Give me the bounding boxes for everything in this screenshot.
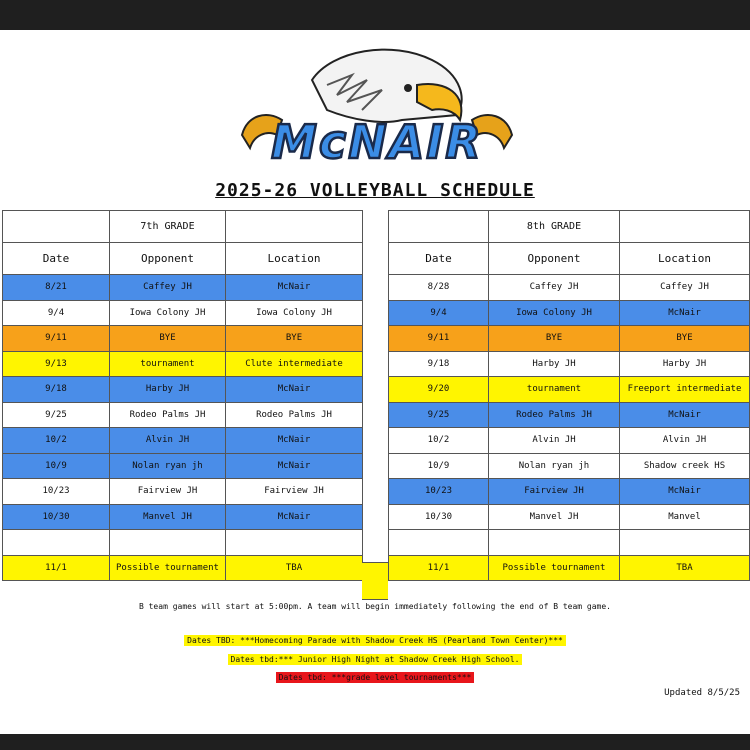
opponent-cell: Caffey JH <box>110 275 226 301</box>
location-header: Location <box>226 243 363 275</box>
grade-row <box>389 211 750 243</box>
table-row <box>389 300 750 326</box>
b-team-note: B team games will start at 5:00pm. A team will begin immediately following the end of B team game. <box>138 602 611 611</box>
date-cell: 9/11 <box>389 326 489 352</box>
date-cell: 9/13 <box>3 351 110 377</box>
table-row <box>389 453 750 479</box>
table-row <box>3 504 363 530</box>
date-cell: 8/28 <box>389 275 489 301</box>
tbd-note-2: Dates tbd:*** Junior High Night at Shadow Creek High School. <box>0 655 750 664</box>
location-cell: TBA <box>620 555 750 581</box>
location-cell: Rodeo Palms JH <box>226 402 363 428</box>
opponent-header: Opponent <box>110 243 226 275</box>
date-cell: 9/4 <box>389 300 489 326</box>
location-cell: McNair <box>226 377 363 403</box>
opponent-cell: Rodeo Palms JH <box>110 402 226 428</box>
opponent-cell: tournament <box>489 377 620 403</box>
table-row <box>389 326 750 352</box>
date-cell: 10/9 <box>389 453 489 479</box>
table-row <box>389 504 750 530</box>
header-row <box>3 243 363 275</box>
seventh-grade-table <box>2 210 363 581</box>
opponent-header: Opponent <box>489 243 620 275</box>
date-cell: 9/18 <box>3 377 110 403</box>
tbd-note-3: Dates tbd: ***grade level tournaments*** <box>0 673 750 682</box>
table-row <box>389 479 750 505</box>
table-row <box>3 453 363 479</box>
date-cell: 10/2 <box>3 428 110 454</box>
location-cell: Shadow creek HS <box>620 453 750 479</box>
location-cell: Caffey JH <box>620 275 750 301</box>
opponent-cell: Fairview JH <box>110 479 226 505</box>
opponent-cell: Nolan ryan jh <box>489 453 620 479</box>
opponent-cell: Nolan ryan jh <box>110 453 226 479</box>
opponent-cell: Harby JH <box>489 351 620 377</box>
date-header: Date <box>3 243 110 275</box>
opponent-cell: Alvin JH <box>489 428 620 454</box>
date-cell <box>389 530 489 556</box>
page-title: 2025-26 VOLLEYBALL SCHEDULE <box>215 180 535 201</box>
grade-label: 8th GRADE <box>489 211 620 243</box>
opponent-cell: Iowa Colony JH <box>110 300 226 326</box>
tbd-note-1: Dates TBD: ***Homecoming Parade with Shadow Creek HS (Pearland Town Center)*** <box>0 636 750 645</box>
bottom-bar <box>0 734 750 750</box>
date-cell: 9/20 <box>389 377 489 403</box>
gap-highlight <box>362 562 388 600</box>
table-row <box>3 326 363 352</box>
grade-row <box>3 211 363 243</box>
location-cell: McNair <box>620 402 750 428</box>
date-cell: 9/4 <box>3 300 110 326</box>
table-row <box>389 402 750 428</box>
header-row <box>389 243 750 275</box>
opponent-cell <box>489 530 620 556</box>
table-row <box>389 377 750 403</box>
opponent-cell: Rodeo Palms JH <box>489 402 620 428</box>
opponent-cell: Manvel JH <box>110 504 226 530</box>
table-gap <box>362 210 388 598</box>
location-cell: Manvel <box>620 504 750 530</box>
table-row <box>389 351 750 377</box>
eagle-logo <box>232 40 522 175</box>
opponent-cell: Possible tournament <box>110 555 226 581</box>
opponent-cell: Fairview JH <box>489 479 620 505</box>
location-cell: Freeport intermediate <box>620 377 750 403</box>
opponent-cell: Caffey JH <box>489 275 620 301</box>
opponent-cell: Alvin JH <box>110 428 226 454</box>
location-cell: McNair <box>226 275 363 301</box>
date-cell <box>3 530 110 556</box>
date-header: Date <box>389 243 489 275</box>
table-row <box>389 555 750 581</box>
location-cell: McNair <box>226 504 363 530</box>
opponent-cell: BYE <box>489 326 620 352</box>
location-cell: Clute intermediate <box>226 351 363 377</box>
opponent-cell: Iowa Colony JH <box>489 300 620 326</box>
table-row <box>3 530 363 556</box>
table-row <box>3 275 363 301</box>
table-row <box>3 300 363 326</box>
table-row <box>3 377 363 403</box>
location-cell: Iowa Colony JH <box>226 300 363 326</box>
table-row <box>389 428 750 454</box>
updated-date: Updated 8/5/25 <box>664 688 740 698</box>
location-header: Location <box>620 243 750 275</box>
table-row <box>3 555 363 581</box>
location-cell: McNair <box>226 453 363 479</box>
date-cell: 9/11 <box>3 326 110 352</box>
location-cell: Fairview JH <box>226 479 363 505</box>
location-cell: Alvin JH <box>620 428 750 454</box>
table-row <box>389 275 750 301</box>
date-cell: 10/23 <box>389 479 489 505</box>
date-cell: 8/21 <box>3 275 110 301</box>
eagle-eye-shape <box>404 84 412 92</box>
location-cell: Harby JH <box>620 351 750 377</box>
location-cell: BYE <box>620 326 750 352</box>
location-cell: BYE <box>226 326 363 352</box>
opponent-cell: tournament <box>110 351 226 377</box>
grade-label: 7th GRADE <box>110 211 226 243</box>
eighth-grade-table <box>388 210 750 581</box>
table-row <box>3 479 363 505</box>
opponent-cell: Possible tournament <box>489 555 620 581</box>
date-cell: 9/25 <box>3 402 110 428</box>
location-cell <box>620 530 750 556</box>
table-row <box>389 530 750 556</box>
date-cell: 10/2 <box>389 428 489 454</box>
date-cell: 10/9 <box>3 453 110 479</box>
table-row <box>3 351 363 377</box>
opponent-cell <box>110 530 226 556</box>
table-row <box>3 428 363 454</box>
date-cell: 9/25 <box>389 402 489 428</box>
top-bar <box>0 0 750 30</box>
location-cell: TBA <box>226 555 363 581</box>
location-cell: McNair <box>620 300 750 326</box>
date-cell: 10/30 <box>3 504 110 530</box>
date-cell: 11/1 <box>389 555 489 581</box>
logo-wordmark: McNAIR <box>271 115 483 169</box>
location-cell: McNair <box>620 479 750 505</box>
date-cell: 10/23 <box>3 479 110 505</box>
opponent-cell: Harby JH <box>110 377 226 403</box>
location-cell: McNair <box>226 428 363 454</box>
location-cell <box>226 530 363 556</box>
date-cell: 10/30 <box>389 504 489 530</box>
opponent-cell: Manvel JH <box>489 504 620 530</box>
date-cell: 9/18 <box>389 351 489 377</box>
opponent-cell: BYE <box>110 326 226 352</box>
table-row <box>3 402 363 428</box>
date-cell: 11/1 <box>3 555 110 581</box>
